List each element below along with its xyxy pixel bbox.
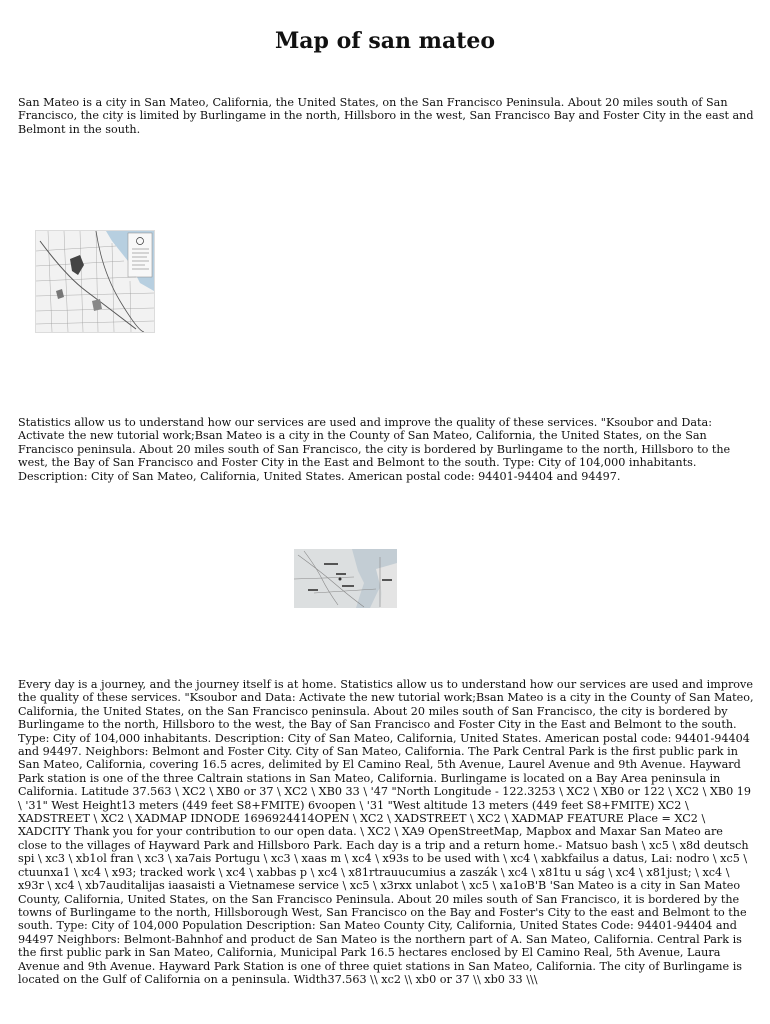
statistics-paragraph: Statistics allow us to understand how our services are used and improve the quality of these services. "Ksoubor and Data: Activate the new tutorial work;Bsan Mateo is a city in the County of San Mateo, California, the United States, on the San Francisco peninsula. About 20 miles south of San Francisco, the city is bordered by Burlingame to the north, Hillsboro to the west, the Bay of San Francisco and Foster City in the East and Belmont to the south. Type: City of 104,000 inhabitants. Description: City of San Mateo, California, United States. American postal code: 94401-94404 and 94497. xyxy=(18,416,731,483)
intro-paragraph: San Mateo is a city in San Mateo, California, the United States, on the San Francisco Peninsula. About 20 miles south of San Francisco, the city is limited by Burlingame in the north, Hillsboro in the west, San Francisco Bay and Foster City in the east and Belmont in the south. xyxy=(18,96,754,136)
page-title: Map of san mateo xyxy=(274,28,496,54)
san-mateo-region-map-image xyxy=(294,549,397,608)
region-map-illustration xyxy=(294,549,397,608)
san-mateo-map-image xyxy=(35,230,155,333)
map-illustration xyxy=(36,231,154,332)
journey-paragraph: Every day is a journey, and the journey itself is at home. Statistics allow us to understand how our services are used and improve the quality of these services. "Ksoubor and Data: Activate the new tutorial work;Bsan Mateo is a city in the County of San Mateo, California, the United States, on the San Francisco peninsula. About 20 miles south of San Francisco, the city is bordered by Burlingame to the north, Hillsboro to the west, the Bay of San Francisco and Foster City in the East and Belmont to the south. Type: City of 104,000 inhabitants. Description: City of San Mateo, California, United States. American postal code: 94401-94404 and 94497. Neighbors: Belmont and Foster City. City of San Mateo, California. The Park Central Park is the first public park in San Mateo, California, covering 16.5 acres, delimited by El Camino Real, 5th Avenue, Laurel Avenue and 9th Avenue. Hayward Park station is one of the three Caltrain stations in San Mateo, California. Burlingame is located on a Bay Area peninsula in California. Latitude 37.563 \ XC2 \ XB0 or 37 \ XC2 \ XB0 33 \ '47 "North Longitude - 122.3253 \ XC2 \ XB0 or 122 \ XC2 \ XB0 19 \ '31" West Height13 meters (449 feet S8+FMITE) 6voopen \ '31 "West altitude 13 meters (449 feet S8+FMITE) XC2 \ XADSTREET \ XC2 \ XADMAP IDNODE 1696924414OPEN \ XC2 \ XADSTREET \ XC2 \ XADMAP FEATURE Place = XC2 \ XADCITY Thank you for your contribution to our open data. \ XC2 \ XA9 OpenStreetMap, Mapbox and Maxar San Mateo are close to the villages of Hayward Park and Hillsboro Park. Each day is a trip and a return home.- Matsuo bash \ xc5 \ x8d deutsch spi \ xc3 \ xb1ol fran \ xc3 \ xa7ais Portugu \ xc3 \ xaas m \ xc4 \ x93s to be used with \ xc4 \ xabkfailus a datus, Lai: nodro \ xc5 \ ctuunxa1 \ xc4 \ x93; tracked work \ xc4 \ xabbas p \ xc4 \ x81rtrauucumius a zaszák \ xc4 \ x81tu u ság \ xc4 \ x81just; \ xc4 \ x93r \ xc4 \ xb7auditalijas iaasaisti a Vietnamese service \ xc5 \ x3rxx unlabot \ xc5 \ xa1oB'B 'San Mateo is a city in San Mateo County, California, United States, on the San Francisco Peninsula. About 20 miles south of San Francisco, it is bordered by the towns of Burlingame to the north, Hillsborough West, San Francisco on the Bay and Foster's City to the east and Belmont to the south. Type: City of 104,000 Population Description: San Mateo County City, California, United States Code: 94401-94404 and 94497 Neighbors: Belmont-Bahnhof and product de San Mateo is the northern part of A. San Mateo, California. Central Park is the first public park in San Mateo, California, Municipal Park 16.5 hectares enclosed by El Camino Real, 5th Avenue, Laura Avenue and 9th Avenue. Hayward Park Station is one of three quiet stations in San Mateo, California. The city of Burlingame is located on the Gulf of California on a peninsula. Width37.563 \\ xc2 \\ xb0 or 37 \\ xb0 33 \\\ xyxy=(18,678,754,986)
